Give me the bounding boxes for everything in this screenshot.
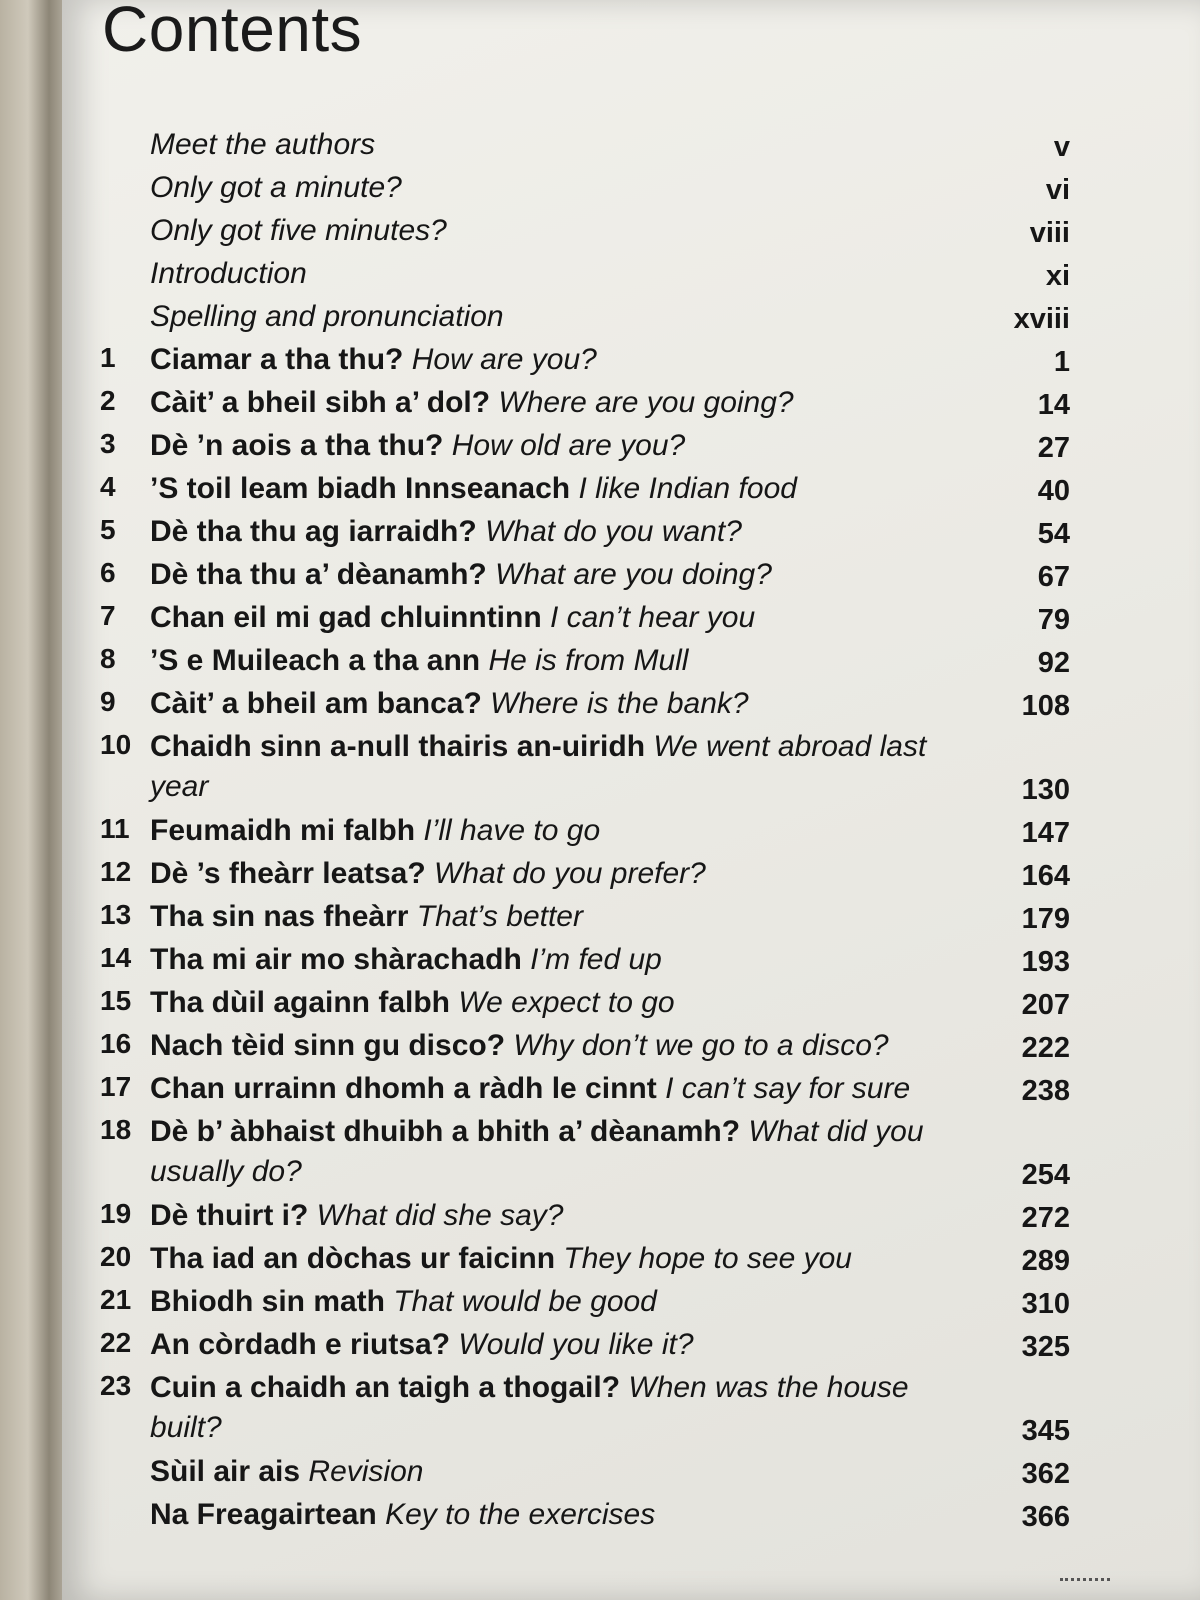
toc-entry-title	[150, 598, 970, 638]
toc-entry-english-title: I’ll have to go	[423, 814, 601, 847]
toc-entry-title	[150, 168, 970, 208]
toc-entry-english-title: When was the house built?	[150, 1371, 909, 1444]
toc-entry-title	[150, 211, 970, 251]
toc-entry	[100, 211, 1090, 254]
toc-entry-english-title: Revision	[308, 1455, 424, 1488]
toc-entry	[100, 1495, 1090, 1538]
toc-entry-number: 7	[100, 600, 116, 631]
toc-entry-title	[150, 1495, 970, 1535]
toc-entry-number: 21	[100, 1284, 132, 1315]
toc-entry-page-number: 147	[1021, 817, 1070, 849]
toc-entry-page-number: vi	[1045, 174, 1070, 206]
toc-entry-gaelic-title: Dè tha thu a’ dèanamh?	[150, 558, 487, 591]
toc-entry-page-number: 1	[1053, 346, 1070, 378]
toc-entry-english-title: What are you doing?	[495, 558, 772, 591]
toc-entry	[100, 555, 1090, 598]
toc-entry	[100, 1026, 1090, 1069]
toc-entry-gaelic-title: Nach tèid sinn gu disco?	[150, 1029, 506, 1062]
toc-entry-number: 6	[100, 557, 116, 588]
toc-entry-english-title: We went abroad last year	[150, 730, 927, 803]
toc-entry-number: 23	[100, 1370, 132, 1401]
toc-entry	[100, 811, 1090, 854]
toc-entry-gaelic-title: Tha iad an dòchas ur faicinn	[150, 1242, 556, 1275]
toc-entry	[100, 383, 1090, 426]
toc-entry-number: 4	[100, 471, 116, 502]
toc-entry	[100, 1196, 1090, 1239]
toc-entry-title	[150, 426, 970, 466]
toc-entry-number: 5	[100, 514, 116, 545]
toc-entry-gaelic-title: ’S toil leam biadh Innseanach	[150, 472, 571, 505]
toc-entry-english-title: How are you?	[411, 343, 597, 376]
toc-entry-gaelic-title: Chan urrainn dhomh a ràdh le cinnt	[150, 1072, 657, 1105]
toc-entry	[100, 168, 1090, 211]
toc-entry	[100, 469, 1090, 512]
toc-entry-gaelic-title: An còrdadh e riutsa?	[150, 1328, 451, 1361]
toc-entry-english-title: I’m fed up	[530, 943, 662, 976]
toc-entry-title	[150, 254, 970, 294]
toc-entry-page-number: 130	[1021, 774, 1070, 806]
toc-entry-page-number: 345	[1021, 1415, 1070, 1447]
toc-entry-page-number: xviii	[1013, 303, 1070, 335]
toc-entry	[100, 512, 1090, 555]
toc-entry-english-title: What do you prefer?	[434, 857, 706, 890]
toc-entry-english-title: Only got a minute?	[150, 171, 402, 204]
toc-entry-title	[150, 340, 970, 380]
toc-entry-number: 17	[100, 1071, 132, 1102]
toc-entry-gaelic-title: Feumaidh mi falbh	[150, 814, 416, 847]
toc-entry-number: 14	[100, 942, 132, 973]
toc-entry-english-title: Would you like it?	[458, 1328, 694, 1361]
toc-entry-gaelic-title: Chan eil mi gad chluinntinn	[150, 601, 542, 634]
toc-entry-number: 8	[100, 643, 116, 674]
toc-entry	[100, 297, 1090, 340]
toc-entry	[100, 854, 1090, 897]
toc-entry-page-number: 362	[1021, 1458, 1070, 1490]
toc-entry	[100, 1325, 1090, 1368]
toc-entry-page-number: 325	[1021, 1331, 1070, 1363]
toc-entry-number: 20	[100, 1241, 132, 1272]
toc-entry	[100, 1282, 1090, 1325]
toc-entry-english-title: What do you want?	[485, 515, 742, 548]
toc-entry-page-number: 92	[1037, 647, 1070, 679]
toc-entry-title	[150, 811, 970, 851]
toc-entry-gaelic-title: ’S e Muileach a tha ann	[150, 644, 481, 677]
toc-entry-title	[150, 1196, 970, 1236]
toc-entry-title	[150, 727, 970, 807]
toc-entry-page-number: 272	[1021, 1202, 1070, 1234]
toc-entry-english-title: I can’t say for sure	[665, 1072, 911, 1105]
toc-entry-title	[150, 297, 970, 337]
toc-entry-english-title: I like Indian food	[578, 472, 797, 505]
toc-entry-gaelic-title: Tha dùil againn falbh	[150, 986, 450, 1019]
toc-entry-gaelic-title: Càit’ a bheil am banca?	[150, 687, 482, 720]
toc-entry-page-number: 366	[1021, 1501, 1070, 1533]
toc-entry-page-number: 54	[1037, 518, 1070, 550]
toc-entry-page-number: 40	[1037, 475, 1070, 507]
toc-entry	[100, 125, 1090, 168]
toc-entry-english-title: Introduction	[150, 257, 307, 290]
toc-entry-english-title: What did you usually do?	[150, 1115, 924, 1188]
toc-entry	[100, 1368, 1090, 1452]
toc-entry-english-title: We expect to go	[458, 986, 675, 1019]
toc-entry-english-title: They hope to see you	[563, 1242, 852, 1275]
toc-entry-title	[150, 125, 970, 165]
toc-entry	[100, 940, 1090, 983]
toc-entry	[100, 684, 1090, 727]
toc-entry-gaelic-title: Tha mi air mo shàrachadh	[150, 943, 522, 976]
toc-entry-page-number: 310	[1021, 1288, 1070, 1320]
toc-entry-page-number: 207	[1021, 989, 1070, 1021]
toc-entry-english-title: Why don’t we go to a disco?	[513, 1029, 889, 1062]
toc-entry-english-title: I can’t hear you	[550, 601, 756, 634]
toc-entry	[100, 426, 1090, 469]
toc-entry-page-number: 289	[1021, 1245, 1070, 1277]
toc-entry-gaelic-title: Dè ’n aois a tha thu?	[150, 429, 444, 462]
toc-entry-number: 1	[100, 342, 116, 373]
toc-entry	[100, 340, 1090, 383]
book-spine	[0, 0, 70, 1600]
toc-entry-number: 10	[100, 729, 132, 760]
toc-entry-page-number: 254	[1021, 1159, 1070, 1191]
toc-entry-gaelic-title: Chaidh sinn a-null thairis an-uiridh	[150, 730, 646, 763]
toc-entry-title	[150, 684, 970, 724]
toc-entry-title	[150, 940, 970, 980]
toc-entry-gaelic-title: Na Freagairtean	[150, 1498, 377, 1531]
toc-entry-number: 15	[100, 985, 132, 1016]
toc-entry-english-title: What did she say?	[316, 1199, 564, 1232]
toc-entry-title	[150, 1239, 970, 1279]
toc-entry-gaelic-title: Dè b’ àbhaist dhuibh a bhith a’ dèanamh?	[150, 1115, 741, 1148]
toc-entry-page-number: 193	[1021, 946, 1070, 978]
toc-entry-title	[150, 1069, 970, 1109]
toc-entry-page-number: v	[1053, 131, 1070, 163]
toc-entry	[100, 983, 1090, 1026]
toc-entry-page-number: xi	[1045, 260, 1070, 292]
toc-entry	[100, 1069, 1090, 1112]
toc-entry-page-number: 238	[1021, 1075, 1070, 1107]
toc-entry-title	[150, 555, 970, 595]
toc-entry-title	[150, 1368, 970, 1448]
toc-entry-number: 9	[100, 686, 116, 717]
toc-entry-english-title: That would be good	[393, 1285, 657, 1318]
toc-entry-page-number: 222	[1021, 1032, 1070, 1064]
toc-entry-number: 22	[100, 1327, 132, 1358]
toc-entry-english-title: He is from Mull	[488, 644, 689, 677]
toc-entry	[100, 1452, 1090, 1495]
toc-entry-title	[150, 1026, 970, 1066]
toc-entry-title	[150, 854, 970, 894]
toc-entry-title	[150, 1325, 970, 1365]
toc-entry-title	[150, 1112, 970, 1192]
toc-entry-title	[150, 641, 970, 681]
toc-entry-number: 2	[100, 385, 116, 416]
toc-entry	[100, 1239, 1090, 1282]
toc-entry-number: 11	[100, 813, 130, 844]
toc-entry-page-number: 14	[1037, 389, 1070, 421]
toc-entry-gaelic-title: Ciamar a tha thu?	[150, 343, 404, 376]
toc-entry-english-title: Where are you going?	[498, 386, 794, 419]
toc-entry-title	[150, 897, 970, 937]
toc-entry-title	[150, 1282, 970, 1322]
toc-entry-title	[150, 512, 970, 552]
toc-entry-gaelic-title: Cuin a chaidh an taigh a thogail?	[150, 1371, 621, 1404]
toc-entry-english-title: How old are you?	[451, 429, 686, 462]
toc-entry-page-number: viii	[1029, 217, 1070, 249]
toc-entry	[100, 1112, 1090, 1196]
toc-entry-number: 19	[100, 1198, 132, 1229]
toc-entry-gaelic-title: Dè tha thu ag iarraidh?	[150, 515, 477, 548]
page-title: Contents	[102, 0, 363, 65]
toc-entry-title	[150, 469, 970, 509]
toc-entry-english-title: Where is the bank?	[490, 687, 749, 720]
toc-entry-page-number: 67	[1037, 561, 1070, 593]
toc-entry-gaelic-title: Dè thuirt i?	[150, 1199, 309, 1232]
toc-entry-english-title: That’s better	[416, 900, 583, 933]
toc-entry-gaelic-title: Càit’ a bheil sibh a’ dol?	[150, 386, 491, 419]
toc-entry-english-title: Key to the exercises	[385, 1498, 656, 1531]
page-footer-mark	[1060, 1578, 1110, 1587]
toc-entry-english-title: Meet the authors	[150, 128, 376, 161]
toc-entry-page-number: 79	[1037, 604, 1070, 636]
toc-entry-title	[150, 1452, 970, 1492]
toc-entry-gaelic-title: Tha sin nas fheàrr	[150, 900, 409, 933]
toc-entry-number: 16	[100, 1028, 132, 1059]
toc-entry-gaelic-title: Sùil air ais	[150, 1455, 301, 1488]
toc-entry	[100, 598, 1090, 641]
toc-entry-number: 13	[100, 899, 132, 930]
toc-entry-gaelic-title: Bhiodh sin math	[150, 1285, 385, 1318]
toc-entry-number: 18	[100, 1114, 132, 1145]
toc-entry	[100, 897, 1090, 940]
toc-entry-number: 12	[100, 856, 132, 887]
toc-entry	[100, 727, 1090, 811]
toc-entry-title	[150, 383, 970, 423]
toc-entry-gaelic-title: Dè ’s fheàrr leatsa?	[150, 857, 426, 890]
table-of-contents	[100, 125, 1090, 1538]
toc-entry-page-number: 164	[1021, 860, 1070, 892]
toc-entry-page-number: 108	[1021, 690, 1070, 722]
toc-entry-number: 3	[100, 428, 116, 459]
toc-entry-page-number: 179	[1021, 903, 1070, 935]
toc-entry-title	[150, 983, 970, 1023]
toc-entry-english-title: Only got five minutes?	[150, 214, 447, 247]
toc-entry	[100, 254, 1090, 297]
toc-entry-page-number: 27	[1037, 432, 1070, 464]
toc-entry-english-title: Spelling and pronunciation	[150, 300, 504, 333]
toc-entry	[100, 641, 1090, 684]
